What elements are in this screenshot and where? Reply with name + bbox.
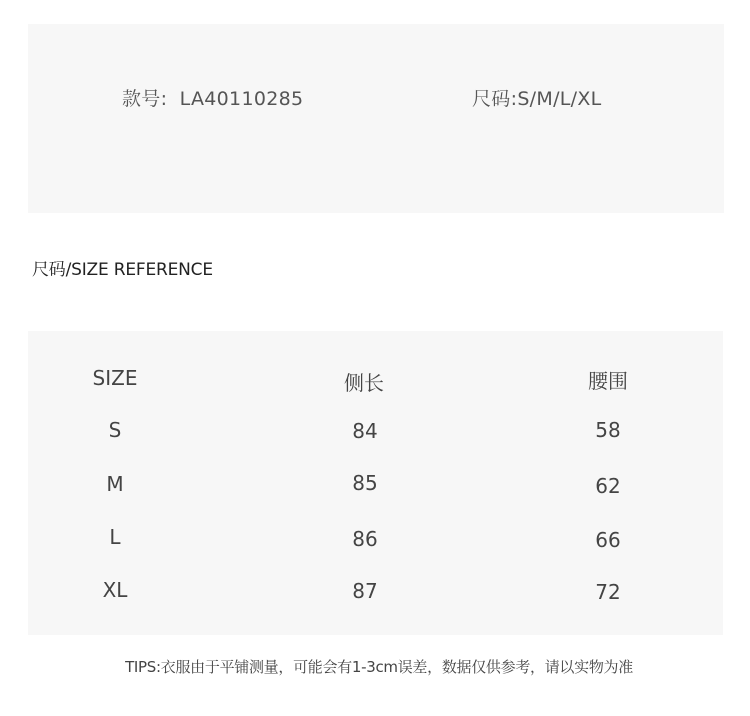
table-cell-waist: 66: [595, 528, 621, 552]
available-sizes-value: S/M/L/XL: [517, 88, 602, 110]
table-header-side-length: 侧长: [344, 371, 384, 395]
table-header-size: SIZE: [92, 366, 138, 390]
available-sizes-label: 尺码:: [472, 88, 518, 110]
style-number-label: 款号:: [122, 88, 168, 110]
table-cell-size: XL: [102, 578, 128, 602]
table-cell-side-length: 87: [352, 579, 378, 603]
product-info-panel: [28, 24, 724, 213]
table-cell-size: L: [109, 525, 121, 549]
section-title: 尺码/SIZE REFERENCE: [32, 260, 213, 280]
size-table: [28, 331, 723, 635]
style-number-value: LA40110285: [179, 88, 304, 110]
table-cell-side-length: 86: [352, 527, 378, 551]
table-cell-side-length: 84: [352, 419, 378, 443]
style-number: [122, 84, 303, 111]
table-cell-waist: 72: [595, 580, 621, 604]
table-cell-size: S: [108, 418, 122, 442]
available-sizes: [472, 84, 602, 111]
table-cell-waist: 62: [595, 474, 621, 498]
table-cell-side-length: 85: [352, 471, 378, 495]
table-header-waist: 腰围: [588, 369, 628, 393]
table-cell-size: M: [106, 472, 124, 496]
measurement-tips: TIPS:衣服由于平铺测量，可能会有1-3cm误差，数据仅供参考，请以实物为准: [125, 658, 633, 676]
table-cell-waist: 58: [595, 418, 621, 442]
